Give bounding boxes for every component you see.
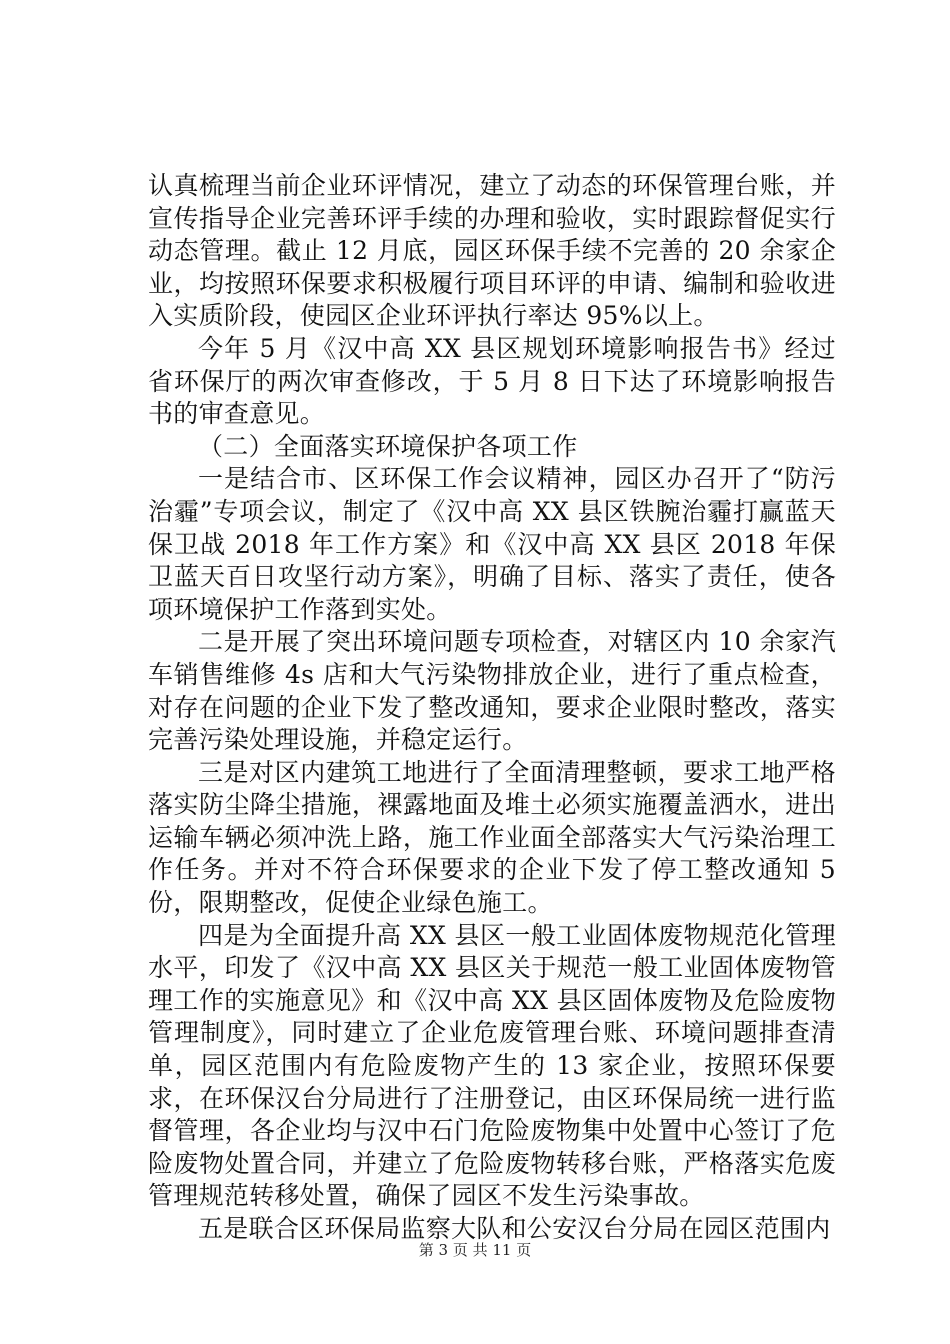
- paragraph-item-3: 三是对区内建筑工地进行了全面清理整顿，要求工地严格落实防尘降尘措施，裸露地面及堆土必须实施覆盖洒水，进出运输车辆必须冲洗上路，施工作业面全部落实大气污染治理工作任务。并对不符合环保要求的企业下发了停工整改通知 5 份，限期整改，促使企业绿色施工。: [148, 757, 836, 918]
- section-heading: （二）全面落实环境保护各项工作: [198, 431, 578, 461]
- paragraph-item-4: 四是为全面提升高 XX 县区一般工业固体废物规范化管理水平，印发了《汉中高 XX 县区关于规范一般工业固体废物管理工作的实施意见》和《汉中高 XX 县区固体废物及危险废物管理制度》，同时建立了企业危废管理台账、环境问题排查清单，园区范围内有危险废物产生的 13 家企业，按照环保要求，在环保汉台分局进行了注册登记，由区环保局统一进行监督管理，各企业均与汉中石门危险废物集中处置中心签订了危险废物处置合同，并建立了危险废物转移台账，严格落实危废管理规范转移处置，确保了园区不发生污染事故。: [148, 920, 836, 1211]
- paragraph-item-2: 二是开展了突出环境问题专项检查，对辖区内 10 余家汽车销售维修 4s 店和大气污染物排放企业，进行了重点检查，对存在问题的企业下发了整改通知，要求企业限时整改，落实完善污染处理设施，并稳定运行。: [148, 627, 836, 755]
- paragraph-eia-report: 今年 5 月《汉中高 XX 县区规划环境影响报告书》经过省环保厅的两次审查修改，于 5 月 8 日下达了环境影响报告书的审查意见。: [148, 333, 836, 429]
- paragraph-item-1: 一是结合市、区环保工作会议精神，园区办召开了“防污治霾”专项会议，制定了《汉中高 XX 县区铁腕治霾打赢蓝天保卫战 2018 年工作方案》和《汉中高 XX 县区 2018 年保卫蓝天百日攻坚行动方案》，明确了目标、落实了责任，使各项环境保护工作落到实处。: [148, 464, 836, 624]
- paragraph-continuation: 认真梳理当前企业环评情况，建立了动态的环保管理台账，并宣传指导企业完善环评手续的办理和验收，实时跟踪督促实行动态管理。截止 12 月底，园区环保手续不完善的 20 余家企业，均按照环保要求积极履行项目环评的申请、编制和验收进入实质阶段，使园区企业环评执行率达 95%以上。: [148, 171, 836, 331]
- document-body: [148, 170, 836, 1246]
- page-footer: 第 3 页 共 11 页: [418, 1241, 532, 1259]
- paragraph-item-5: 五是联合区环保局监察大队和公安汉台分局在园区范围内: [198, 1214, 831, 1243]
